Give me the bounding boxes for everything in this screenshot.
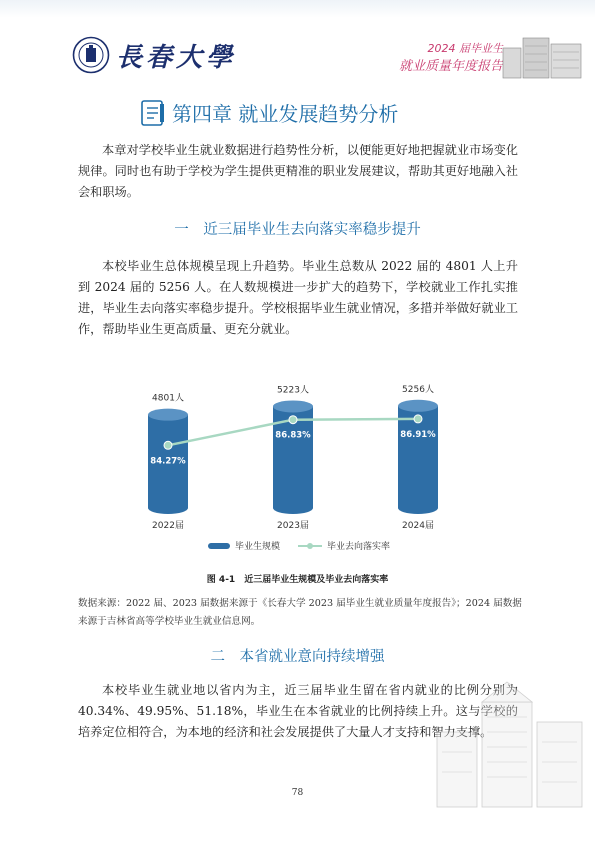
- report-name: 就业质量年度报告: [398, 59, 503, 74]
- legend-label-bars: 毕业生规模: [235, 542, 281, 552]
- bar-value-label: 4801人: [152, 393, 184, 404]
- campus-gate-icon: [427, 672, 587, 812]
- bar-top-2023届: [273, 400, 313, 412]
- intro-paragraph: 本章对学校毕业生就业数据进行趋势性分析，以便能更好地把握就业市场变化规律。同时也有助于学校为学生提供更精准的职业发展建议，帮助其更好地融入社会和职场。: [78, 143, 518, 199]
- university-name: 長春大學: [116, 42, 237, 73]
- page-number: 78: [291, 788, 304, 798]
- figure-caption: 图 4-1 近三届毕业生规模及毕业去向落实率: [206, 575, 389, 585]
- chapter-title: 第四章 就业发展趋势分析: [172, 102, 399, 126]
- graduate-chart: [78, 360, 518, 560]
- rate-value-label: 86.91%: [400, 429, 436, 440]
- header-band: [0, 0, 595, 18]
- chart-svg: [78, 360, 518, 560]
- figure-source: 数据来源：2022 届、2023 届数据来源于《长春大学 2023 届毕业生就业质量年度报告》；2024 届数据来源于吉林省高等学校毕业生就业信息网。: [78, 598, 522, 627]
- rate-value-label: 86.83%: [275, 430, 311, 441]
- bar-value-label: 5223人: [277, 385, 309, 396]
- bar-base-2023届: [273, 502, 313, 514]
- rate-value-label: 84.27%: [150, 456, 186, 467]
- legend-swatch-bars: [208, 543, 230, 549]
- bar-base-2022届: [148, 502, 188, 514]
- bar-top-2022届: [148, 409, 188, 421]
- rate-point: [414, 415, 422, 423]
- report-year: 2024 届毕业生: [427, 42, 503, 55]
- legend-swatch-point: [307, 543, 313, 549]
- chapter-heading: [140, 98, 398, 127]
- university-seal-icon: [72, 36, 110, 74]
- section-1-heading: 一 近三届毕业生去向落实率稳步提升: [174, 222, 421, 238]
- x-tick-label: 2024届: [402, 521, 434, 531]
- legend-label-line: 毕业去向落实率: [327, 542, 391, 552]
- campus-building-icon: [499, 34, 585, 80]
- notebook-icon: [140, 99, 166, 127]
- bar-value-label: 5256人: [402, 384, 434, 395]
- rate-point: [289, 416, 297, 424]
- rate-point: [164, 441, 172, 449]
- bar-base-2024届: [398, 502, 438, 514]
- report-tag: [399, 40, 503, 74]
- x-tick-label: 2023届: [277, 521, 309, 531]
- section-2-paragraph: 本校毕业生就业地以省内为主，近三届毕业生留在省内就业的比例分别为 40.34%、49.95%、51.18%，毕业生在本省就业的比例持续上升。这与学校的培养定位相符合，为本地的经济和社会发展提供了大量人才支持和智力支撑。: [78, 683, 518, 739]
- bar-top-2024届: [398, 400, 438, 412]
- university-logo: [72, 36, 236, 74]
- section-2-heading: 二 本省就业意向持续增强: [210, 649, 385, 665]
- x-tick-label: 2022届: [152, 521, 184, 531]
- section-1-paragraph: 本校毕业生总体规模呈现上升趋势。毕业生总数从 2022 届的 4801 人上升到 2024 届的 5256 人。在人数规模进一步扩大的趋势下，学校就业工作扎实推进，毕业生去向落实率稳步提升。学校根据毕业生就业情况，多措并举做好就业工作，帮助毕业生更高质量、更充分就业。: [78, 259, 518, 336]
